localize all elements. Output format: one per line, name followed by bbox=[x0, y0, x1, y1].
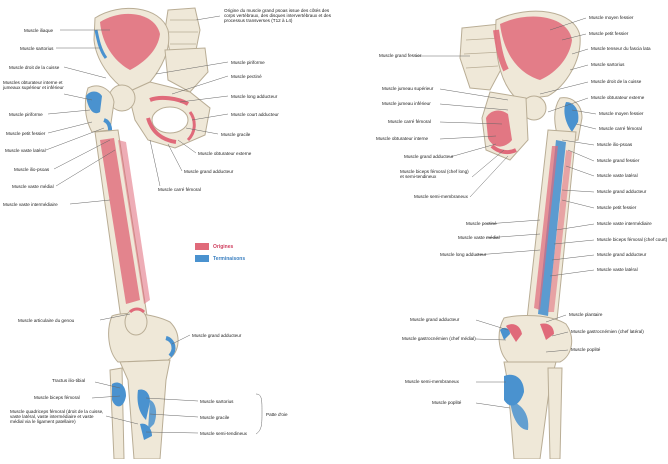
label-a-sartorius: Muscle sartorius bbox=[20, 46, 54, 51]
label-p-vastus-lateralis-2: Muscle vaste latéral bbox=[597, 267, 638, 272]
legend-terminations-label: Terminaisons bbox=[213, 256, 246, 262]
label-p-quadratus-femoris: Muscle carré fémoral bbox=[388, 119, 431, 124]
label-a-adductor-magnus: Muscle grand adducteur bbox=[184, 169, 234, 174]
label-a-articularis-genus: Muscle articulaire du genou bbox=[18, 318, 75, 323]
label-p-vastus-intermedius: Muscle vaste intermédiaire bbox=[597, 221, 652, 226]
label-p-biceps-semitendinosus: Muscle biceps fémoral (chef long) et semi-tendineux bbox=[400, 169, 469, 180]
label-p-obturator-externus: Muscle obturateur externe bbox=[591, 95, 645, 100]
label-a-obturator-externus: Muscle obturateur externe bbox=[198, 151, 252, 156]
label-a-sartorius-2: Muscle sartorius bbox=[200, 399, 234, 404]
label-a-quadriceps: Muscle quadriceps fémoral (droit de la cuisse, vaste latéral, vaste intermédiaire et vaste médial via le ligament patellaire) bbox=[10, 409, 104, 425]
label-a-iliotibial-tract: Tractus ilio-tibial bbox=[52, 378, 86, 383]
legend-origins-label: Origines bbox=[213, 244, 234, 250]
label-a-piriformis-2: Muscle piriforme bbox=[231, 60, 265, 65]
anterior-view bbox=[85, 8, 210, 459]
fibula-posterior bbox=[548, 368, 562, 459]
label-p-gluteus-minimus: Muscle petit fessier bbox=[589, 31, 629, 36]
label-p-gluteus-medius-2: Muscle moyen fessier bbox=[599, 111, 644, 116]
label-p-vastus-medialis: Muscle vaste médial bbox=[458, 235, 500, 240]
label-p-semimembranosus: Muscle semi-membraneux bbox=[414, 194, 468, 199]
label-p-gluteus-minimus-2: Muscle petit fessier bbox=[597, 205, 637, 210]
distal-femur-posterior bbox=[499, 316, 572, 362]
label-a-pes-anserinus: Patte d'oie bbox=[266, 412, 288, 417]
label-a-vastus-lateralis: Muscle vaste latéral bbox=[5, 148, 46, 153]
label-a-quadratus-femoris: Muscle carré fémoral bbox=[158, 187, 201, 192]
obturator-foramen bbox=[152, 107, 188, 133]
fibula-anterior bbox=[110, 368, 124, 459]
label-p-gastrocnemius-medial: Muscle gastrocnémien (chef médial) bbox=[402, 336, 476, 341]
label-a-gluteus-minimus: Muscle petit fessier bbox=[6, 131, 46, 136]
label-p-gemellus-inferior: Muscle jumeau inférieur bbox=[382, 101, 431, 106]
label-a-adductor-longus: Muscle long adducteur bbox=[231, 94, 278, 99]
label-a-gracilis-2: Muscle gracile bbox=[200, 415, 230, 420]
sacrum bbox=[165, 48, 208, 92]
label-p-plantaris: Muscle plantaire bbox=[569, 312, 603, 317]
label-a-psoas-origin: Origine du muscle grand psoas issue des côtés des corps vertébraux, des disques intervertébraux et des processus transverses (T12 à L4) bbox=[224, 8, 331, 24]
label-p-gastrocnemius-lateral: Muscle gastrocnémien (chef latéral) bbox=[571, 329, 644, 334]
legend-terminations-swatch bbox=[195, 255, 209, 262]
label-p-adductor-magnus: Muscle grand adducteur bbox=[404, 154, 454, 159]
patella bbox=[125, 309, 147, 335]
label-p-rectus-femoris: Muscle droit de la cuisse bbox=[591, 79, 642, 84]
legend-origins-swatch bbox=[195, 243, 209, 250]
label-p-iliopsoas: Muscle ilio-psoas bbox=[597, 142, 633, 147]
label-a-gracilis: Muscle gracile bbox=[221, 132, 251, 137]
label-a-rectus-femoris: Muscle droit de la cuisse bbox=[9, 65, 60, 70]
label-p-adductor-magnus-3: Muscle grand adducteur bbox=[597, 189, 647, 194]
label-p-quadratus-femoris-2: Muscle carré fémoral bbox=[599, 126, 642, 131]
label-a-vastus-intermedius: Muscle vaste intermédiaire bbox=[3, 202, 58, 207]
label-a-piriformis: Muscle piriforme bbox=[9, 112, 43, 117]
label-p-popliteus-2: Muscle poplité bbox=[571, 347, 601, 352]
label-a-biceps-femoris: Muscle biceps fémoral bbox=[34, 395, 80, 400]
label-a-adductor-magnus-2: Muscle grand adducteur bbox=[192, 333, 242, 338]
label-p-sartorius: Muscle sartorius bbox=[591, 62, 625, 67]
label-p-pectineus: Muscle pectiné bbox=[466, 221, 497, 226]
label-a-pectineus: Muscle pectiné bbox=[231, 74, 262, 79]
label-p-gluteus-medius: Muscle moyen fessier bbox=[589, 15, 634, 20]
label-p-gluteus-maximus-2: Muscle grand fessier bbox=[597, 158, 640, 163]
label-a-adductor-brevis: Muscle court adducteur bbox=[231, 112, 279, 117]
label-p-gluteus-maximus: Muscle grand fessier bbox=[379, 53, 422, 58]
lumbar-spine bbox=[165, 8, 200, 52]
label-a-iliacus: Muscle iliaque bbox=[24, 28, 54, 33]
label-a-obturator-gemelli: Muscles obturateur interne et jumeaux supérieur et inférieur bbox=[3, 80, 64, 91]
label-p-obturator-internus: Muscle obturateur interne bbox=[376, 136, 429, 141]
label-p-adductor-magnus-4: Muscle grand adducteur bbox=[597, 252, 647, 257]
label-a-vastus-medialis: Muscle vaste médial bbox=[12, 184, 54, 189]
label-a-iliopsoas: Muscle ilio-psoas bbox=[14, 167, 50, 172]
label-a-semitendinosus: Muscle semi-tendineux bbox=[200, 431, 247, 436]
label-p-vastus-lateralis: Muscle vaste latéral bbox=[597, 173, 638, 178]
label-p-biceps-short: Muscle biceps fémoral (chef court) bbox=[597, 237, 668, 242]
label-p-popliteus: Muscle poplité bbox=[432, 400, 462, 405]
label-p-adductor-longus: Muscle long adducteur bbox=[440, 252, 487, 257]
label-p-adductor-magnus-2: Muscle grand adducteur bbox=[410, 317, 460, 322]
label-p-gemellus-superior: Muscle jumeau supérieur bbox=[382, 86, 434, 91]
label-p-tensor-fasciae-latae: Muscle tenseur du fascia lata bbox=[591, 46, 651, 51]
label-p-semimembranosus-2: Muscle semi-membraneux bbox=[405, 379, 459, 384]
